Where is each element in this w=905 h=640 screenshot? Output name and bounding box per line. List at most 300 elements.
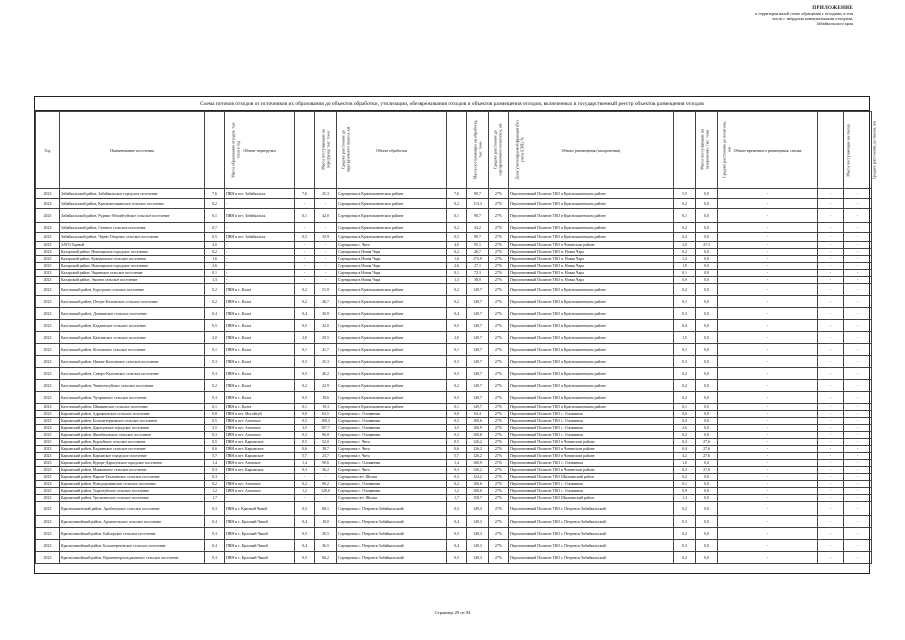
col-header: Масса образования отходов, тыс. тонн в год (205, 112, 225, 189)
table-cell: 27% (489, 446, 509, 453)
table-cell: 0,5 (295, 418, 315, 425)
table-cell: - (295, 277, 315, 284)
table-cell: 149,7 (467, 356, 489, 368)
table-cell: ПВН в пгт. Агинское (225, 488, 295, 495)
table-cell: 27% (489, 460, 509, 467)
table-cell: - (315, 249, 337, 256)
waste-flow-table (35, 111, 877, 564)
table-cell: 2023 (36, 460, 60, 467)
table-cell: 25,3 (315, 189, 337, 199)
table-cell: 0,2 (205, 481, 225, 488)
table-cell: - (718, 392, 818, 404)
table-cell: 0,5 (447, 320, 467, 332)
table-cell: - (718, 270, 818, 277)
table-cell: 3,5 (205, 425, 225, 432)
table-cell: 2023 (36, 277, 60, 284)
table-cell: 0,4 (295, 308, 315, 320)
table-cell: 0,2 (205, 296, 225, 308)
table-cell: 149,7 (467, 308, 489, 320)
table-cell: - (718, 453, 818, 460)
table-cell: ПВН в с. Калга (225, 344, 295, 356)
table-row (36, 488, 872, 495)
table-cell: 2023 (36, 199, 60, 209)
table-cell: Калганский район, Чупринское сельское поселение (60, 392, 205, 404)
table-cell: - (295, 263, 315, 270)
table-cell: 1,5 (674, 332, 696, 344)
table-row (36, 332, 872, 344)
table-cell: 0,0 (696, 263, 718, 270)
table-cell: Карымский район, Большетерновское сельское поселение (60, 418, 205, 425)
table-cell: 2023 (36, 411, 60, 418)
table-cell: 4,0 (447, 242, 467, 249)
table-cell: - (818, 467, 844, 474)
table-cell: - (818, 332, 844, 344)
table-cell: Перспективный Полигон ТКО в Читинском районе (509, 439, 674, 446)
table-cell: 0,4 (447, 540, 467, 552)
table-cell: 27% (489, 474, 509, 481)
table-cell: - (225, 199, 295, 209)
table-cell: 2023 (36, 540, 60, 552)
table-cell: 2023 (36, 392, 60, 404)
table-cell: 2,0 (205, 332, 225, 344)
table-cell: - (818, 344, 844, 356)
table-row (36, 308, 872, 320)
table-cell: 2023 (36, 308, 60, 320)
table-cell: 2023 (36, 233, 60, 242)
table-cell: - (818, 540, 844, 552)
table-cell: 0,3 (447, 502, 467, 516)
table-cell: Калганский район, Чингильтуйское сельское поселение (60, 380, 205, 392)
table-cell: ПВН в пгт. Забайкальск (225, 209, 295, 223)
table-cell: 0,3 (205, 552, 225, 564)
table-cell: 0,4 (447, 516, 467, 528)
table-cell: - (818, 460, 844, 467)
table-cell: Перспективный Полигон ТКО в Краснокаменском районе (509, 320, 674, 332)
table-row (36, 453, 872, 460)
table-cell: - (718, 249, 818, 256)
table-cell: 1,4 (447, 460, 467, 467)
table-cell: 149,3 (467, 516, 489, 528)
table-cell: 27,5 (696, 242, 718, 249)
table-cell: - (225, 495, 295, 502)
table-cell: - (718, 502, 818, 516)
table-cell: 0,0 (696, 432, 718, 439)
table-cell: - (818, 242, 844, 249)
table-cell: Сортировка в Краснокаменском районе (337, 284, 447, 296)
table-cell: 1,0 (674, 460, 696, 467)
col-header: Наименование поселения (60, 112, 205, 189)
table-cell: - (844, 540, 872, 552)
table-cell: Перспективный Полигон ТКО в Читинском районе (509, 242, 674, 249)
table-cell: ПВН в пгт. Агинское (225, 460, 295, 467)
table-cell: - (844, 320, 872, 332)
table-cell: 27% (489, 552, 509, 564)
col-header: Среднее расстояние до сортировочного комплекса, км (467, 112, 489, 189)
table-cell: Перспективный Полигон ТКО с. Оловянная (509, 460, 674, 467)
table-cell: 2023 (36, 481, 60, 488)
table-cell: 0,1 (674, 270, 696, 277)
table-cell: 0,3 (674, 516, 696, 528)
table-cell: ПВН в с. Калга (225, 380, 295, 392)
table-cell: Карымский район, Курлейское сельское поселение (60, 439, 205, 446)
table-cell: 2023 (36, 209, 60, 223)
table-cell: - (225, 277, 295, 284)
table-cell: 18,6 (315, 392, 337, 404)
table-cell: Забайкальский район, Рудник-Абагайтуйское сельское поселение (60, 209, 205, 223)
table-cell: - (844, 263, 872, 270)
table-cell: - (315, 270, 337, 277)
table-cell: - (844, 242, 872, 249)
table-cell: 0,3 (205, 392, 225, 404)
table-cell: 0,3 (674, 540, 696, 552)
table-row (36, 223, 872, 233)
table-cell: 149,3 (467, 502, 489, 516)
table-cell: - (718, 242, 818, 249)
table-cell: - (844, 356, 872, 368)
table-cell: - (844, 284, 872, 296)
table-cell: 2023 (36, 552, 60, 564)
table-cell: - (818, 453, 844, 460)
table-cell: Сортировка с. Оловянная (337, 481, 447, 488)
table-cell: - (718, 199, 818, 209)
table-cell: 0,4 (205, 516, 225, 528)
table-cell: 149,3 (467, 528, 489, 540)
table-cell: Красночикойский район, Верхнешергольджинское сельское поселение (60, 552, 205, 564)
table-cell: 2023 (36, 502, 60, 516)
table-cell: - (844, 418, 872, 425)
table-cell: 0,3 (295, 392, 315, 404)
table-cell: 0,3 (295, 356, 315, 368)
table-cell: 149,7 (467, 344, 489, 356)
table-cell: - (225, 249, 295, 256)
table-cell: - (315, 256, 337, 263)
table-cell: Перспективный Полигон ТКО с. Оловянная (509, 411, 674, 418)
table-cell: Карымский район, Тыргетуйское сельское поселение (60, 488, 205, 495)
table-cell: 27% (489, 284, 509, 296)
table-cell: 2,0 (447, 332, 467, 344)
col-header: Масса поступающих на обработку, тыс. тонн (447, 112, 467, 189)
table-cell: 0,1 (674, 296, 696, 308)
table-cell: - (718, 189, 818, 199)
table-cell: Карымский район, Адриановское сельское поселение (60, 411, 205, 418)
table-cell: 0,0 (696, 308, 718, 320)
table-cell: - (718, 380, 818, 392)
table-cell: 98,7 (467, 189, 489, 199)
table-cell: 2023 (36, 344, 60, 356)
table-row (36, 418, 872, 425)
table-cell: - (818, 411, 844, 418)
table-cell: 0,2 (674, 467, 696, 474)
table-cell: 98,6 (315, 460, 337, 467)
table-cell: - (718, 263, 818, 270)
table-cell: 2023 (36, 380, 60, 392)
table-cell: Сортировка в Краснокаменском районе (337, 320, 447, 332)
table-cell: 0,3 (447, 474, 467, 481)
table-cell: - (818, 392, 844, 404)
table-cell: 40,7 (315, 296, 337, 308)
table-cell: 27% (489, 263, 509, 270)
table-cell: - (718, 552, 818, 564)
table-cell: 0,3 (205, 474, 225, 481)
table-cell: - (718, 446, 818, 453)
table-cell: - (718, 344, 818, 356)
table-cell: 0,2 (674, 552, 696, 564)
table-row (36, 277, 872, 284)
table-cell: 0,4 (674, 233, 696, 242)
table-cell: ПВН в пгт. Могойтуй (225, 411, 295, 418)
table-cell: - (295, 223, 315, 233)
table-cell: 100,6 (467, 488, 489, 495)
table-cell: 0,3 (205, 432, 225, 439)
table-cell: - (718, 467, 818, 474)
table-cell: 27% (489, 270, 509, 277)
table-cell: - (844, 453, 872, 460)
table-cell: 2023 (36, 332, 60, 344)
table-title: Схема потоков отходов от источников их образования до объектов обработки, утилизации, обезвреживания отходов и объектов размещения отходов, включенных в государственный реестр объектов размещения отходов (35, 97, 869, 111)
table-cell: 3,5 (447, 425, 467, 432)
table-cell: 0,2 (295, 284, 315, 296)
table-cell: 0,3 (674, 308, 696, 320)
table-cell: 0,3 (205, 356, 225, 368)
table-cell: Перспективный Полигон ТКО в Краснокаменском районе (509, 332, 674, 344)
table-cell: Сортировка с. Оловянная (337, 460, 447, 467)
table-cell: 0,3 (447, 356, 467, 368)
table-row (36, 284, 872, 296)
table-cell: 0,4 (674, 439, 696, 446)
table-cell: Перспективный Полигон ТКО в Краснокаменском районе (509, 284, 674, 296)
col-header: Объект размещения (захоронения) (509, 112, 674, 189)
col-header: Среднее расстояние до полигона, км (696, 112, 718, 189)
table-cell: 0,2 (447, 223, 467, 233)
table-cell: Сортировка в Новая Чара (337, 249, 447, 256)
table-cell: 0,0 (696, 277, 718, 284)
table-cell: 1,4 (205, 460, 225, 467)
table-cell: Перспективный Полигон ТКО в Краснокаменском районе (509, 380, 674, 392)
table-cell: 66,2 (315, 552, 337, 564)
table-cell: 0,3 (295, 368, 315, 380)
table-cell: 27% (489, 453, 509, 460)
table-cell: 0,2 (295, 481, 315, 488)
table-cell: 0,4 (205, 308, 225, 320)
table-cell: 0,6 (674, 411, 696, 418)
table-cell: 1,4 (295, 460, 315, 467)
table-row (36, 242, 872, 249)
table-cell: 0,0 (696, 249, 718, 256)
table-cell: 4,2 (674, 453, 696, 460)
table-cell: 0,7 (205, 223, 225, 233)
table-row (36, 296, 872, 308)
table-cell: 2023 (36, 242, 60, 249)
table-cell: 5,7 (205, 453, 225, 460)
table-cell: - (718, 332, 818, 344)
table-cell: 0,9 (674, 488, 696, 495)
table-cell: 27,6 (696, 446, 718, 453)
table-cell: - (844, 270, 872, 277)
table-cell: 149,7 (467, 404, 489, 411)
table-cell: 27% (489, 418, 509, 425)
table-cell: 1,9 (674, 263, 696, 270)
table-cell: 107,7 (315, 425, 337, 432)
table-cell: - (844, 199, 872, 209)
table-cell: - (818, 368, 844, 380)
table-cell: Забайкальский район, Красновеликанское сельское поселение (60, 199, 205, 209)
table-cell: - (844, 495, 872, 502)
table-cell: - (718, 528, 818, 540)
table-cell: 2023 (36, 453, 60, 460)
table-cell: 0,2 (205, 199, 225, 209)
table-cell: - (818, 263, 844, 270)
table-cell: 0,3 (205, 528, 225, 540)
table-cell: 2,0 (295, 332, 315, 344)
table-cell: - (718, 474, 818, 481)
table-cell: Калганский район, Шивиинское сельское поселение (60, 404, 205, 411)
table-cell: Калганский район, Кадаинское сельское поселение (60, 320, 205, 332)
table-cell: Перспективный Полигон ТКО г. Петровск-Забайкальский (509, 502, 674, 516)
table-cell: ПВН в пгт. Карымское (225, 446, 295, 453)
table-cell: Сортировка г. Чита (337, 242, 447, 249)
table-cell: 0,4 (447, 308, 467, 320)
table-cell: 124,2 (467, 474, 489, 481)
table-cell: 0,0 (696, 284, 718, 296)
table-cell: 0,1 (295, 344, 315, 356)
col-header: Объект обработки (337, 112, 447, 189)
col-header: Масса поступающих на перегрузку, тыс. тонн (295, 112, 315, 189)
table-cell: 0,2 (447, 481, 467, 488)
table-cell: - (818, 481, 844, 488)
table-cell: 27% (489, 256, 509, 263)
table-cell: Краснокаменский район, Арабатукское сельское поселение (60, 502, 205, 516)
table-row (36, 425, 872, 432)
table-cell: 0,0 (696, 332, 718, 344)
table-cell: - (844, 368, 872, 380)
table-cell: ПВН в пгт. Агинское (225, 481, 295, 488)
table-cell: 2,6 (447, 263, 467, 270)
table-cell: 0,5 (447, 439, 467, 446)
table-cell: 0,4 (674, 418, 696, 425)
table-row (36, 189, 872, 199)
table-cell: Перспективный Полигон ТКО в Читинском районе (509, 453, 674, 460)
table-cell: Сортировка с. Оловянная (337, 418, 447, 425)
col-header: Масса поступающих на захоронение, тыс. тонн (674, 112, 696, 189)
table-cell: - (818, 233, 844, 242)
table-cell: 0,2 (674, 432, 696, 439)
table-cell: 0,5 (205, 418, 225, 425)
table-body (36, 189, 872, 564)
table-cell: - (844, 439, 872, 446)
table-cell: 0,4 (674, 320, 696, 332)
table-cell: Перспективный Полигон ТКО в Краснокаменском районе (509, 189, 674, 199)
table-row (36, 233, 872, 242)
table-cell: Перспективный Полигон ТКО в. Новая Чара (509, 263, 674, 270)
table-cell: 100,9 (467, 460, 489, 467)
table-cell: 0,0 (696, 356, 718, 368)
table-cell: - (718, 432, 818, 439)
table-cell: 0,3 (295, 528, 315, 540)
table-cell: 0,3 (447, 368, 467, 380)
table-row (36, 356, 872, 368)
table-cell: ПВН в пгт. Агинское (225, 432, 295, 439)
table-cell: 27% (489, 528, 509, 540)
table-cell: 0,6 (447, 446, 467, 453)
col-header: Среднее расстояние до свалки, км (844, 112, 872, 189)
table-cell: 4,0 (205, 242, 225, 249)
page-number: Страница 29 из 94 (434, 610, 471, 615)
table-cell: - (315, 277, 337, 284)
table-cell: - (718, 481, 818, 488)
table-cell: Сортировка г. Чита (337, 453, 447, 460)
table-cell: 27% (489, 296, 509, 308)
table-cell: 2023 (36, 263, 60, 270)
table-cell: Перспективный Полигон ТКО в Краснокаменском районе (509, 404, 674, 411)
table-cell: 0,2 (674, 528, 696, 540)
table-cell: 2023 (36, 404, 60, 411)
table-cell: 0,0 (696, 488, 718, 495)
table-cell: - (844, 411, 872, 418)
table-cell: 27% (489, 502, 509, 516)
table-cell: 126,2 (467, 467, 489, 474)
table-cell: 0,0 (696, 540, 718, 552)
table-cell: Перспективный Полигон ТКО в Краснокаменском районе (509, 344, 674, 356)
table-row (36, 495, 872, 502)
table-cell: - (818, 502, 844, 516)
table-cell: Сортировка в Новая Чара (337, 263, 447, 270)
table-row (36, 404, 872, 411)
table-cell: 41,7 (315, 344, 337, 356)
table-cell: Перспективный Полигон ТКО в Краснокаменском районе (509, 223, 674, 233)
table-cell: - (718, 425, 818, 432)
table-cell: ПВН в с. Красный Чикой (225, 540, 295, 552)
table-cell: 63,5 (315, 411, 337, 418)
table-cell: - (818, 270, 844, 277)
table-cell: 0,2 (674, 284, 696, 296)
table-row (36, 263, 872, 270)
table-cell: ПВН в г. Красный Чикой (225, 502, 295, 516)
table-cell: Карымский район, Кадаинское сельское поселение (60, 446, 205, 453)
table-cell: 7,6 (205, 189, 225, 199)
table-cell: 149,7 (467, 380, 489, 392)
table-cell: - (818, 296, 844, 308)
table-cell: - (818, 495, 844, 502)
table-cell: - (718, 540, 818, 552)
table-cell: 149,7 (467, 284, 489, 296)
table-cell: 0,0 (696, 474, 718, 481)
table-cell: Калганский район, Северо-Калганское сельское поселение (60, 368, 205, 380)
table-cell: 0,5 (447, 233, 467, 242)
table-row (36, 540, 872, 552)
table-cell: 0,2 (674, 474, 696, 481)
table-cell: Перспективный Полигон ТКО в Краснокаменском районе (509, 356, 674, 368)
table-cell: Карымский район, Дарасунское городское поселение (60, 425, 205, 432)
table-cell: - (844, 425, 872, 432)
table-cell: 0,8 (205, 411, 225, 418)
table-cell: - (818, 446, 844, 453)
table-cell: - (225, 256, 295, 263)
table-row (36, 368, 872, 380)
table-cell: 1,3 (447, 277, 467, 284)
table-cell: - (225, 270, 295, 277)
table-cell: Сортировка с. Петровск-Забайкальский (337, 502, 447, 516)
table-cell: 30,5 (315, 528, 337, 540)
table-cell: - (718, 356, 818, 368)
table-cell: - (718, 256, 818, 263)
table-cell: 27% (489, 189, 509, 199)
table-cell: - (295, 199, 315, 209)
table-cell: - (844, 432, 872, 439)
table-cell: - (718, 495, 818, 502)
table-cell: ПВН в с. Калга (225, 284, 295, 296)
table-cell: 2023 (36, 425, 60, 432)
table-cell: 0,8 (295, 411, 315, 418)
